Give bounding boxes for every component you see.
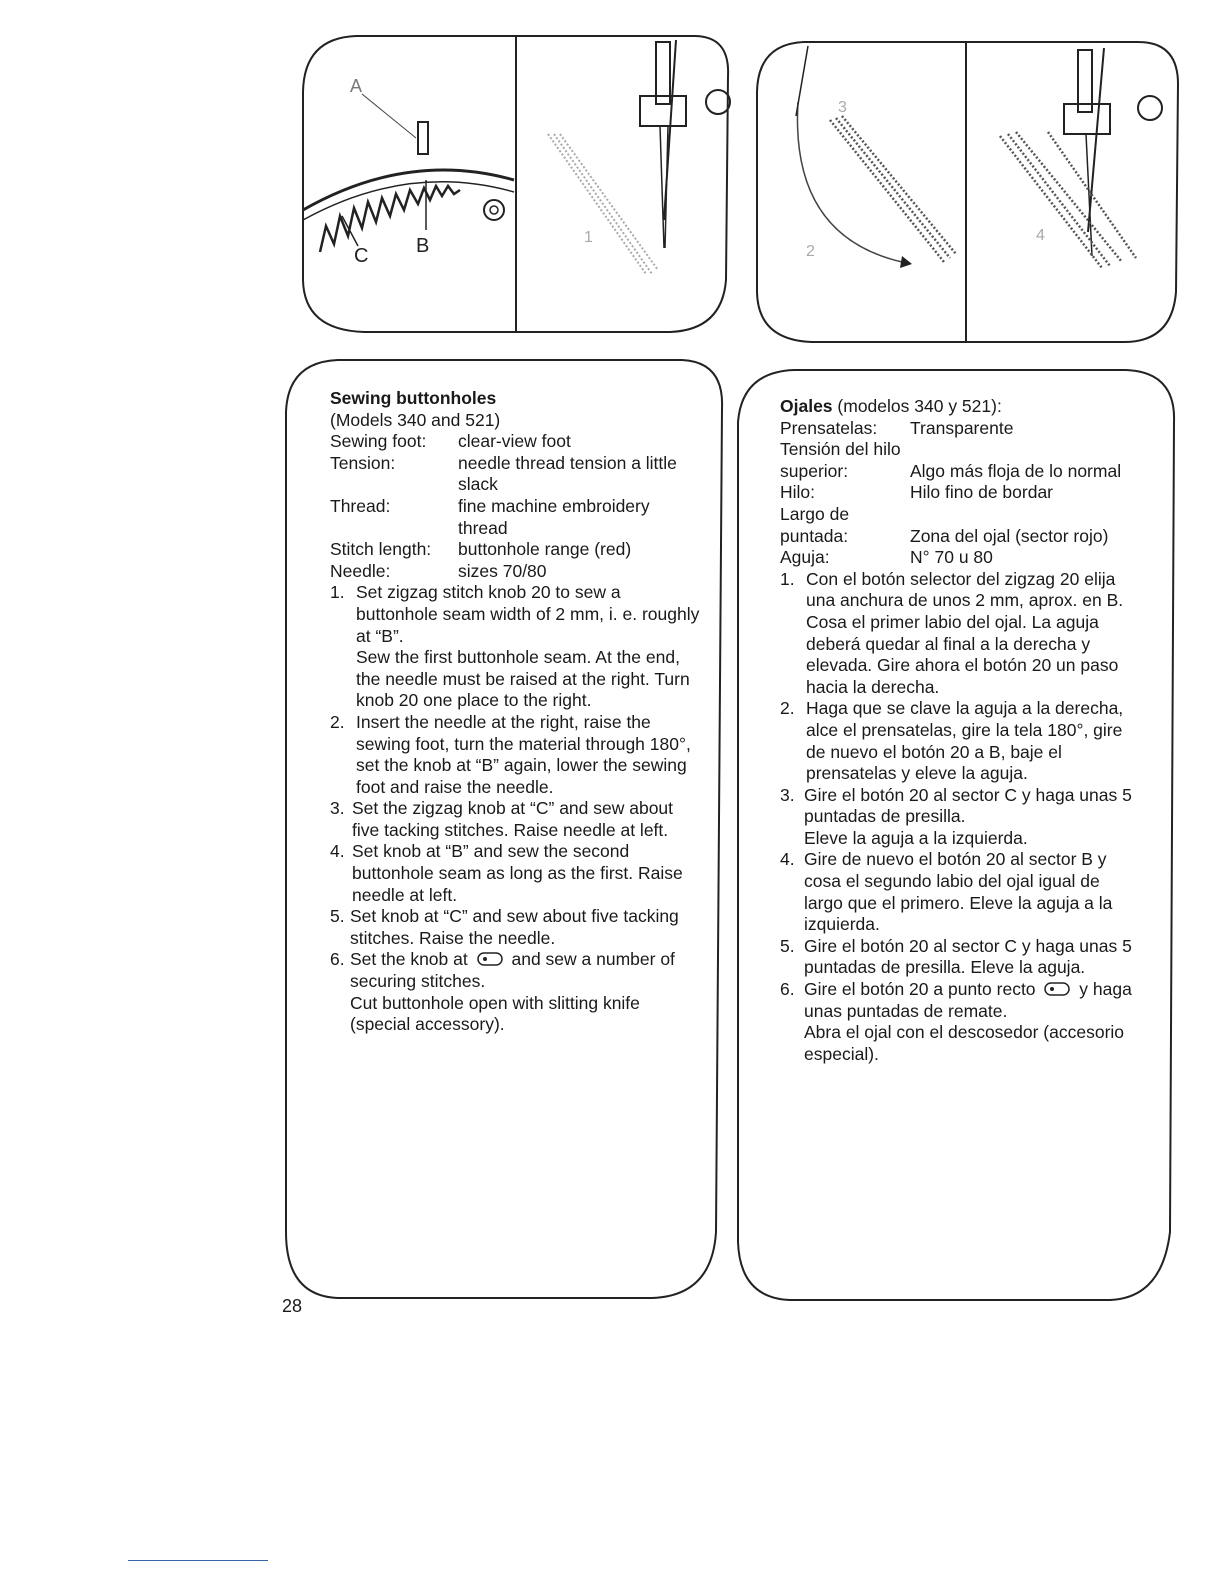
turn-arrow-head [900,256,912,268]
step-body: Gire el botón 20 al sector C y haga unas 5 puntadas de presilla. [804,784,1132,827]
pointer-c-line [342,216,358,246]
english-spec-tension [330,453,702,496]
step-body: Insert the needle at the right, raise the sewing foot, turn the material through 180°, set the knob at “B” again, lower the sewing foot and raise the needle. [356,711,691,797]
zigzag-scale [320,186,460,252]
english-step-5 [330,906,702,949]
label-b: B [416,235,430,257]
english-step-4 [330,841,702,906]
spanish-models: (modelos 340 y 521): [837,396,1002,416]
spanish-spec-largo [780,504,1142,547]
needle-clamp-2 [1064,104,1110,134]
step-body: Gire el botón 20 al sector C y haga unas 5 puntadas de presilla. Eleve la aguja. [804,935,1132,978]
needle-bar [656,42,670,104]
step-mark-2: 2 [806,243,815,260]
step-number: 1. [330,582,345,603]
needle-left [660,126,664,248]
spec-label: Aguja: [780,547,830,568]
english-spec-thread [330,496,702,539]
stitch-dial-arc-inner [303,182,514,220]
spanish-spec-hilo [780,482,1142,504]
step-number: 4. [330,841,345,862]
spanish-step-2 [780,698,1142,784]
step-number: 2. [780,698,795,719]
step-body: Set the zigzag knob at “C” and sew about five tacking stitches. Raise needle at left. [352,798,674,840]
step-number: 1. [780,568,795,589]
spec-label: Hilo: [780,482,816,503]
needle-clamp [640,96,686,126]
step-body: Haga que se clave la aguja a la derecha, alce el prensatelas, gire la tela 180°, gire de nuevo el botón 20 a B, baje el prensatelas y eleve la aguja. [806,698,1124,784]
footer-rule [128,1560,268,1561]
clamp-screw-2 [1138,96,1162,120]
buttonhole-stitches-1 [548,134,658,274]
step-number: 3. [330,798,345,819]
step-body: Set knob at “C” and sew about five tacking stitches. Raise the needle. [350,906,679,948]
spec-label: Tensión del hilo superior: [780,439,901,481]
spanish-step-6 [780,979,1142,1065]
step-body: Gire de nuevo el botón 20 al sector B y cosa el segundo labio del ojal igual de largo que el primero. Eleve la aguja a la izquierda. [804,849,1113,935]
spec-label: Prensatelas: [780,417,878,438]
english-spec-needle [330,561,702,583]
step-number: 3. [780,784,795,805]
step-body-after: y haga unas puntadas de remate. [804,979,1132,1021]
page-number: 28 [282,1296,303,1316]
step-text [350,949,702,1035]
english-spec-sewing-foot [330,431,702,453]
step-number: 2. [330,711,345,732]
spec-label: Stitch length: [330,539,432,560]
label-c: C [354,245,369,267]
step-mark-4: 4 [1036,227,1045,244]
spanish-step-4 [780,849,1142,935]
spec-value: Hilo fino de bordar [910,482,1053,503]
spanish-step-5 [780,936,1142,979]
spec-value: Zona del ojal (sector rojo) [910,525,1109,546]
step-mark-1: 1 [584,229,593,246]
step-number: 5. [330,906,345,927]
label-a: A [350,76,363,96]
presser-shank-2 [1088,48,1104,232]
english-step-6 [330,949,702,1035]
step-body: Set zigzag stitch knob 20 to sew a buttonhole seam width of 2 mm, i. e. roughly at “B”. [356,582,700,646]
step-text [356,582,702,712]
step-number: 6. [330,949,345,970]
spec-value: needle thread tension a little slack [458,452,677,495]
spanish-step-1 [780,569,1142,699]
step-text [804,979,1142,1065]
spanish-step-3 [780,785,1142,850]
straight-stitch-icon [1044,982,1070,996]
step-number: 4. [780,849,795,870]
buttonhole-stitches-2 [830,116,956,262]
needle-bar-2 [1078,50,1092,112]
step-mark-3: 3 [838,99,847,116]
step-number: 5. [780,935,795,956]
spec-label: Sewing foot: [330,431,427,452]
dial-knob-center [490,206,498,214]
step-extra: Eleve la aguja a la izquierda. [804,827,1028,848]
step-extra: Sew the first buttonhole seam. At the end, the needle must be raised at the right. Turn knob 20 one place to the right. [356,647,690,711]
step-body: Set knob at “B” and sew the second buttonhole seam as long as the first. Raise needle at left. [352,841,683,905]
dial-pointer [418,122,428,154]
english-title: Sewing buttonholes [330,388,497,408]
spec-label: Largo de puntada: [780,503,850,546]
spec-label: Needle: [330,560,391,581]
step-body-after: and sew a number of securing stitches. [350,949,675,992]
step-text [804,785,1142,850]
spanish-title: Ojales [780,396,833,416]
step-body: Con el botón selector del zigzag 20 elija una anchura de unos 2 mm, aprox. en B. Cosa el primer labio del ojal. La aguja deberá quedar al final a la derecha y elevada. Gire ahora el botón 20 un paso hacia la derecha. [806,568,1124,697]
spec-value: buttonhole range (red) [458,539,632,560]
spec-label: Tension: [330,452,396,473]
figure-right-frame [757,42,1178,342]
step-body-before: Gire el botón 20 a punto recto [804,979,1036,1000]
spec-value: Algo más floja de lo normal [910,460,1122,481]
spanish-spec-tension [780,439,1142,482]
spanish-spec-prensatelas [780,418,1142,440]
buttonhole-stitches-4 [1000,132,1136,268]
spec-label: Thread: [330,495,391,516]
spec-value: clear-view foot [458,431,571,452]
figure-right [752,36,1184,348]
spanish-spec-aguja [780,547,1142,569]
english-step-2 [330,712,702,798]
step-extra: Abra el ojal con el descosedor (accesorio especial). [804,1022,1125,1064]
step-number: 6. [780,979,795,1000]
spec-value: fine machine embroidery thread [458,495,650,538]
pointer-a-line [362,94,416,138]
figure-left [298,30,734,336]
clamp-screw [706,90,730,114]
spec-value: N° 70 u 80 [910,547,993,568]
english-step-1 [330,582,702,712]
straight-stitch-icon [477,952,503,966]
spec-value: Transparente [910,417,1014,438]
spanish-panel [780,396,1142,1065]
spanish-heading [780,396,1142,418]
step-extra: Cut buttonhole open with slitting knife (special accessory). [350,992,640,1035]
dial-knob-circle [484,200,504,220]
english-spec-stitch-length [330,539,702,561]
step-body-before: Set the knob at [350,949,468,970]
english-models: (Models 340 and 521) [330,409,501,430]
spec-value: sizes 70/80 [458,560,547,581]
needle-3 [796,46,808,116]
english-step-3 [330,798,702,841]
english-panel [330,388,702,1036]
